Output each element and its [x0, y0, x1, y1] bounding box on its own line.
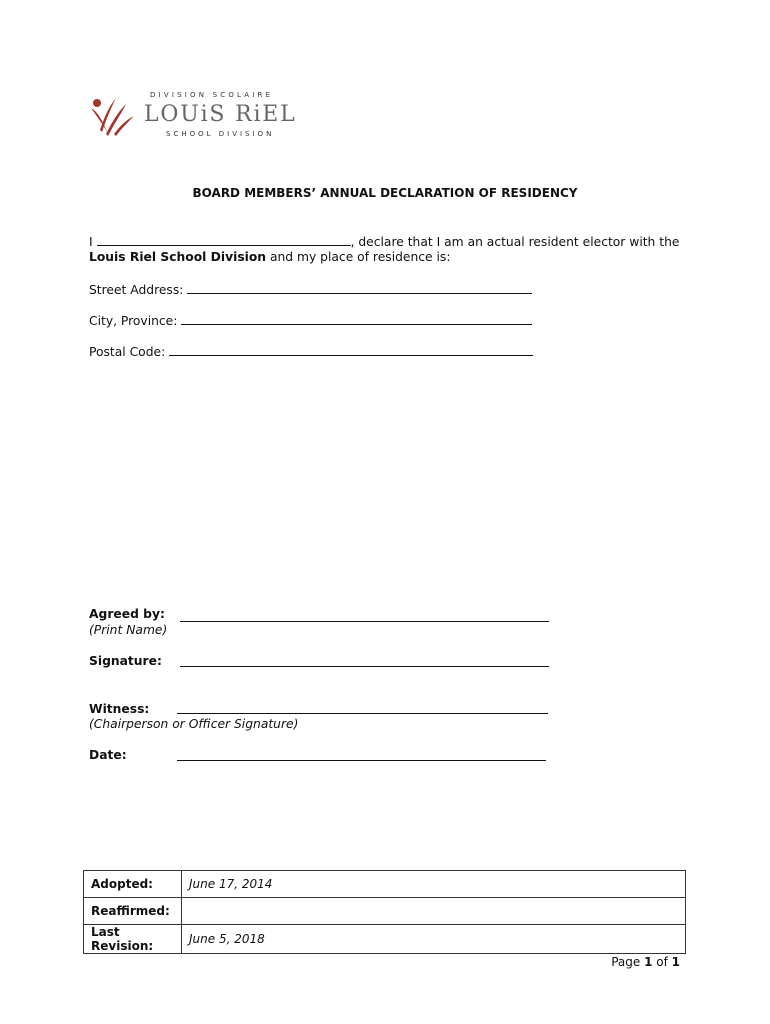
- school-division-logo: [88, 88, 297, 144]
- print-name-note: (Print Name): [89, 623, 168, 637]
- city-province-row: [89, 312, 532, 328]
- logo-wordmark: LOUiS RiEL: [144, 102, 297, 127]
- page-number: [611, 955, 680, 969]
- page-total: 1: [671, 955, 680, 969]
- logo-sub-text: SCHOOL DIVISION: [166, 130, 275, 138]
- table-row: [84, 871, 686, 898]
- declaration-line-2: [89, 250, 450, 264]
- last-revision-value: June 5, 2018: [182, 925, 686, 954]
- logo-mark-icon: [88, 94, 142, 138]
- witness-note: (Chairperson or Officer Signature): [89, 717, 299, 731]
- signature-label: Signature:: [89, 654, 162, 668]
- agreed-by-line[interactable]: [180, 621, 549, 622]
- table-row: [84, 925, 686, 954]
- declaration-text: , declare that I am an actual resident elector with the: [350, 235, 680, 249]
- table-row: [84, 898, 686, 925]
- postal-code-blank[interactable]: [169, 343, 533, 356]
- document-title: BOARD MEMBERS’ ANNUAL DECLARATION OF RESIDENCY: [192, 186, 578, 200]
- adopted-label: Adopted:: [84, 871, 182, 898]
- declaration-prefix: I: [89, 235, 93, 249]
- postal-code-label: Postal Code:: [89, 345, 166, 359]
- page-of: of: [652, 955, 672, 969]
- reaffirmed-label: Reaffirmed:: [84, 898, 182, 925]
- signature-line[interactable]: [180, 666, 549, 667]
- street-address-row: [89, 281, 532, 297]
- revision-info-table: [83, 870, 686, 954]
- page-prefix: Page: [611, 955, 645, 969]
- witness-label: Witness:: [89, 702, 150, 716]
- page-current: 1: [644, 955, 653, 969]
- witness-line[interactable]: [177, 713, 548, 714]
- date-label: Date:: [89, 748, 127, 762]
- postal-code-row: [89, 343, 533, 359]
- city-province-blank[interactable]: [181, 312, 532, 325]
- street-address-label: Street Address:: [89, 283, 184, 297]
- street-address-blank[interactable]: [187, 281, 532, 294]
- last-revision-label: Last Revision:: [84, 925, 182, 954]
- declaration-line2-text: and my place of residence is:: [266, 250, 451, 264]
- city-province-label: City, Province:: [89, 314, 178, 328]
- adopted-value: June 17, 2014: [182, 871, 686, 898]
- reaffirmed-value: [182, 898, 686, 925]
- logo-top-text: DIVISION SCOLAIRE: [150, 91, 274, 99]
- agreed-by-label: Agreed by:: [89, 607, 165, 621]
- name-blank[interactable]: [97, 233, 351, 246]
- date-line[interactable]: [177, 760, 546, 761]
- declaration-line-1: [89, 233, 679, 249]
- division-name: Louis Riel School Division: [89, 250, 267, 264]
